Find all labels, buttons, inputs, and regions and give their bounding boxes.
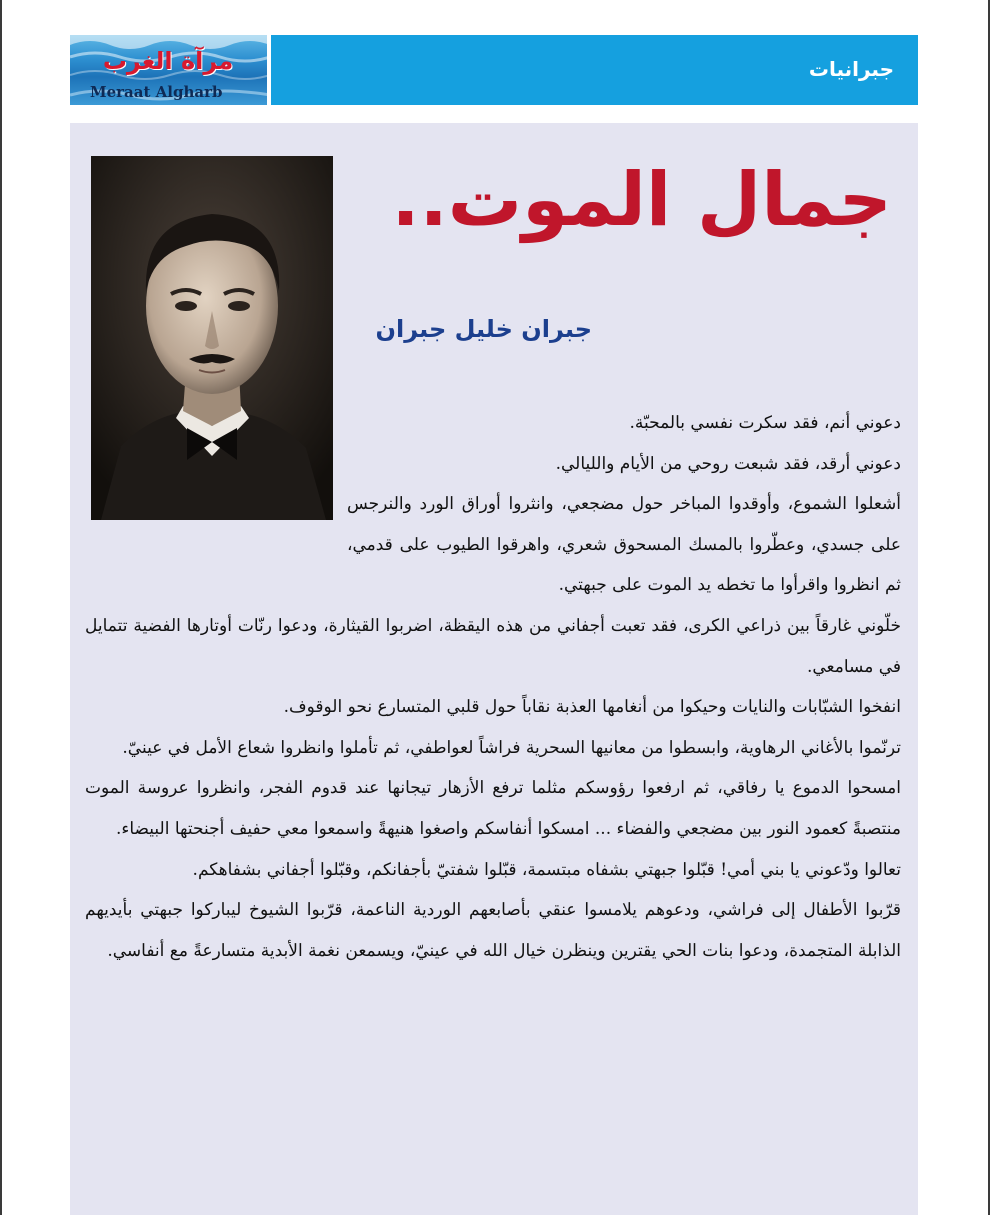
article-author: جبران خليل جبران xyxy=(375,315,592,343)
article-paragraph: أشعلوا الشموع، وأوقدوا المباخر حول مضجعي، وانثروا أوراق الورد والنرجس على جسدي، وعطّروا بالمسك المسحوق شعري، واهرقوا الطيوب على قدمي، ثم انظروا واقرأوا ما تخطه يد الموت على جبهتي. xyxy=(347,494,902,596)
article-paragraph: دعوني أنم، فقد سكرت نفسي بالمحبّة. xyxy=(629,413,901,433)
photo-wrap-spacer xyxy=(85,403,347,528)
section-label: جبرانيات xyxy=(808,57,894,81)
article-paragraph: قرّبوا الأطفال إلى فراشي، ودعوهم يلامسوا عنقي بأصابعهم الوردية الناعمة، قرّبوا الشيوخ ليباركوا جبهتي بأيديهم الذابلة المتجمدة، ودعوا بنات الحي يقترين وينظرن خيال الله في عينيّ، ويسمعن نغمة الأبدية متسارعةً مع أنفاسي. xyxy=(85,900,901,961)
logo-arabic-text: مرآة الغرب xyxy=(102,47,234,75)
article-paragraph: تعالوا ودّعوني يا بني أمي! قبّلوا جبهتي بشفاه مبتسمة، قبّلوا شفتيّ بأجفانكم، وقبّلوا أجفاني بشفاهكم. xyxy=(192,859,901,880)
article-paragraph: دعوني أرقد، فقد شبعت روحي من الأيام والليالي. xyxy=(555,453,901,474)
article-title: جمال الموت.. xyxy=(391,157,892,243)
article-body xyxy=(85,403,901,971)
article-paragraph: ترنّموا بالأغاني الرهاوية، وابسطوا من معانيها السحرية فراشاً لعواطفي، ثم تأملوا وانظروا شعاع الأمل في عينيّ. xyxy=(122,737,901,758)
article-panel xyxy=(70,123,918,1215)
page-frame-left xyxy=(0,0,2,1215)
section-header-bar xyxy=(271,35,918,105)
article-paragraph: امسحوا الدموع يا رفاقي، ثم ارفعوا رؤوسكم مثلما ترفع الأزهار تيجانها عند قدوم الفجر، وانظروا عروسة الموت منتصبةً كعمود النور بين مضجعي والفضاء ... امسكوا أنفاسكم واصغوا هنيهةً واسمعوا معي حفيف أجنحتها البيضاء. xyxy=(85,778,901,839)
logo-english-text: Meraat Algharb xyxy=(90,83,223,101)
article-paragraph: انفخوا الشبّابات والنايات وحيكوا من أنغامها العذبة نقاباً حول قلبي المتسارع نحو الوقوف. xyxy=(283,697,901,718)
magazine-logo xyxy=(70,35,267,105)
article-paragraph: خلّوني غارقاً بين ذراعي الكرى، فقد تعبت أجفاني من هذه اليقظة، اضربوا القيثارة، ودعوا رنّات أوتارها الفضية تتمايل في مسامعي. xyxy=(85,615,901,677)
